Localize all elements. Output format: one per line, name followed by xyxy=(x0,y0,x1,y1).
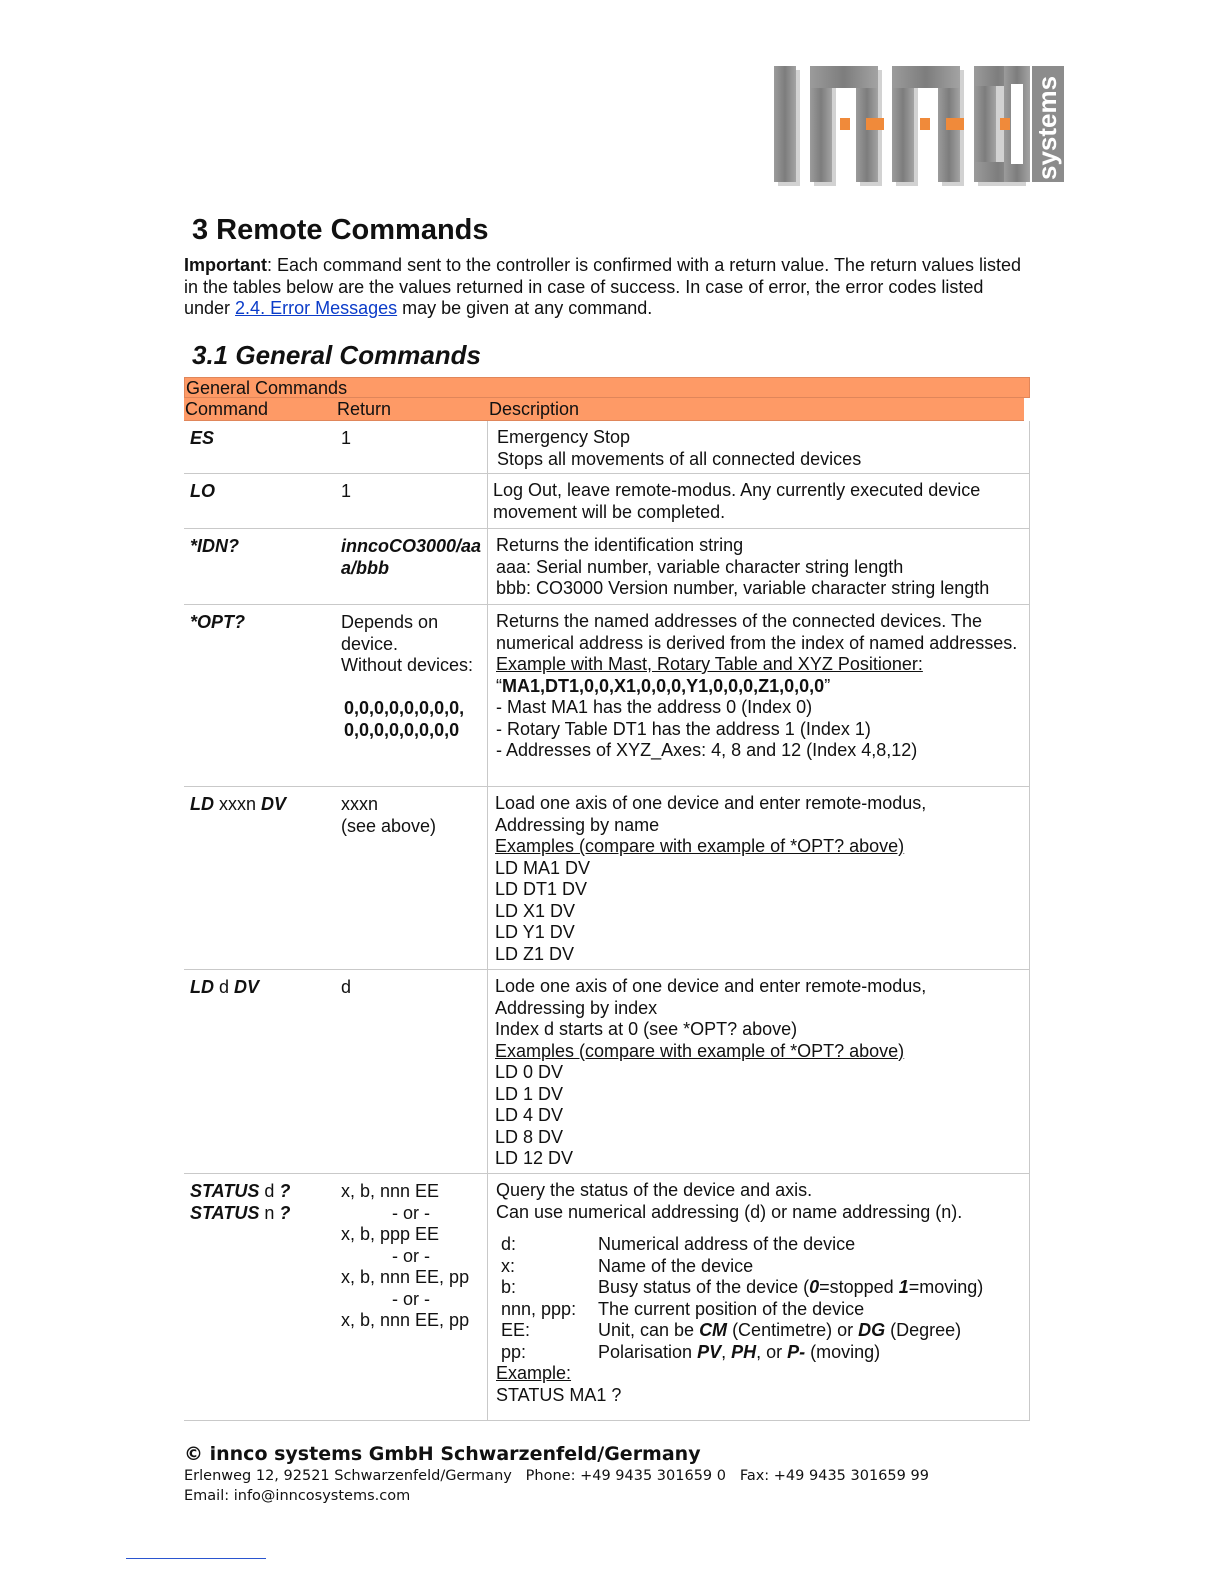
def-part: =stopped xyxy=(819,1277,899,1297)
ret-line: Depends on xyxy=(341,612,439,632)
def-part: Busy status of the device ( xyxy=(598,1277,810,1297)
desc-line: Can use numerical addressing (d) or name addressing (n). xyxy=(496,1201,963,1222)
cmd-idn: *IDN? xyxy=(190,536,239,556)
cmd-part: LD xyxy=(190,794,214,814)
def-part: 0 xyxy=(809,1277,820,1297)
footnote-separator xyxy=(126,1558,266,1559)
table-row-es xyxy=(184,421,1030,474)
table-caption: General Commands xyxy=(184,377,1030,398)
def-row xyxy=(496,1299,1029,1321)
def-part: , or xyxy=(756,1341,788,1362)
status-definitions xyxy=(496,1234,1029,1363)
ret-opt xyxy=(341,612,486,741)
desc-line xyxy=(496,676,1029,698)
logo-sub-text: systems xyxy=(1032,75,1062,180)
ret-line: x, b, nnn EE xyxy=(341,1181,440,1201)
def-part: (moving) xyxy=(805,1341,881,1362)
ret-status xyxy=(341,1181,486,1332)
desc-line: Example with Mast, Rotary Table and XYZ Positioner: xyxy=(496,654,923,674)
header-command: Command xyxy=(185,399,269,419)
example-line: LD MA1 DV xyxy=(495,857,591,878)
def-part: Polarisation xyxy=(598,1341,698,1362)
def-key: x: xyxy=(501,1255,516,1276)
def-key: EE: xyxy=(501,1320,531,1340)
cmd-line xyxy=(190,1181,338,1203)
ret-line: x, b, ppp EE xyxy=(341,1224,440,1244)
example-line: STATUS MA1 ? xyxy=(496,1384,622,1405)
ret-line: 0,0,0,0,0,0,0,0 xyxy=(344,719,460,740)
example-line: LD 0 DV xyxy=(495,1062,564,1082)
ret-line: - or - xyxy=(392,1288,430,1309)
desc-line: bbb: CO3000 Version number, variable character string length xyxy=(496,578,990,598)
example-line: LD 4 DV xyxy=(495,1105,564,1125)
footer-company: © innco systems GmbH Schwarzenfeld/Germany xyxy=(184,1443,701,1465)
def-key: nnn, ppp: xyxy=(501,1298,577,1319)
cmd-opt: *OPT? xyxy=(190,612,246,632)
footer-email: Email: info@inncosystems.com xyxy=(184,1488,411,1504)
example-line: LD 8 DV xyxy=(495,1126,564,1147)
example-line: LD DT1 DV xyxy=(495,879,588,899)
desc-line: Load one axis of one device and enter remote-modus, xyxy=(495,793,927,813)
def-row xyxy=(496,1277,1029,1299)
example-label: Example: xyxy=(496,1363,572,1383)
desc-opt xyxy=(487,605,1030,786)
desc-ld-index xyxy=(487,970,1030,1173)
ret-line: - or - xyxy=(392,1245,430,1266)
desc-es xyxy=(487,421,1030,473)
desc-line: Stops all movements of all connected devices xyxy=(497,448,862,469)
example-line: LD Y1 DV xyxy=(495,922,575,942)
cmd-ld-index xyxy=(190,977,338,999)
table-row-idn xyxy=(184,529,1030,605)
cmd-part: xxxn xyxy=(214,794,262,814)
def-part: =moving) xyxy=(908,1277,984,1297)
def-row xyxy=(496,1234,1029,1256)
cmd-ld-name xyxy=(190,794,338,816)
cmd-lo: LO xyxy=(190,481,215,501)
desc-line: Emergency Stop xyxy=(497,427,631,447)
footer-address: Erlenweg 12, 92521 Schwarzenfeld/Germany Phone: +49 9435 301659 0 Fax: +49 9435 301659 99 xyxy=(184,1468,929,1484)
desc-line: Returns the named addresses of the connected devices. The numerical address is derived from the index of named addresses. xyxy=(496,611,1018,653)
ret-ld-index: d xyxy=(341,977,352,997)
example-line: LD Z1 DV xyxy=(495,943,575,964)
cmd-line xyxy=(190,1203,338,1225)
ret-line: x, b, nnn EE, pp xyxy=(341,1310,470,1330)
ret-line: Without devices: xyxy=(341,655,474,675)
desc-line: - Rotary Table DT1 has the address 1 (Index 1) xyxy=(496,718,871,739)
desc-line: Addressing by index xyxy=(495,997,658,1018)
cmd-part: ? xyxy=(279,1181,291,1201)
desc-line: Index d starts at 0 (see *OPT? above) xyxy=(495,1019,798,1039)
desc-line: - Addresses of XYZ_Axes: 4, 8 and 12 (Index 4,8,12) xyxy=(496,740,918,760)
def-part: (Degree) xyxy=(885,1320,962,1340)
cmd-part: STATUS xyxy=(190,1202,260,1223)
cmd-status xyxy=(190,1181,338,1224)
def-part: Unit, can be xyxy=(598,1320,700,1340)
def-part: , xyxy=(721,1341,732,1362)
cmd-part: n xyxy=(259,1202,280,1223)
intro-paragraph xyxy=(184,255,1034,320)
cmd-part: STATUS xyxy=(190,1181,260,1201)
ret-lo: 1 xyxy=(341,481,352,501)
example-line: LD 12 DV xyxy=(495,1148,574,1168)
ret-es: 1 xyxy=(341,428,352,448)
def-key: b: xyxy=(501,1277,517,1297)
def-value xyxy=(598,1320,961,1342)
desc-line: Examples (compare with example of *OPT? above) xyxy=(495,836,905,856)
desc-line: Examples (compare with example of *OPT? above) xyxy=(495,1040,905,1061)
desc-line: Lode one axis of one device and enter remote-modus, xyxy=(495,976,927,996)
example-line: LD 1 DV xyxy=(495,1083,564,1104)
def-value: The current position of the device xyxy=(598,1298,865,1319)
desc-lo xyxy=(487,474,1030,528)
table-row-status xyxy=(184,1174,1030,1421)
def-value: Name of the device xyxy=(598,1255,754,1276)
desc-line: Addressing by name xyxy=(495,814,660,835)
desc-ld-name xyxy=(487,787,1030,969)
footer xyxy=(184,1442,929,1506)
header-return: Return xyxy=(337,399,392,419)
ret-line: x, b, nnn EE, pp xyxy=(341,1267,470,1287)
table-row-opt xyxy=(184,605,1030,787)
quote: “ xyxy=(496,675,502,696)
def-part: DG xyxy=(858,1320,886,1340)
ret-line: - or - xyxy=(392,1202,430,1223)
desc-line: Returns the identification string xyxy=(496,535,744,555)
cmd-part: d xyxy=(214,977,235,997)
def-value xyxy=(598,1342,880,1364)
cmd-part: LD xyxy=(190,977,214,997)
quote: ” xyxy=(824,675,831,696)
desc-line: - Mast MA1 has the address 0 (Index 0) xyxy=(496,697,813,717)
error-messages-link[interactable]: 2.4. Error Messages xyxy=(235,298,398,318)
ret-line: 0,0,0,0,0,0,0,0, xyxy=(344,698,465,718)
cmd-part: ? xyxy=(279,1202,291,1223)
ret-ld-name xyxy=(341,794,486,837)
def-row xyxy=(496,1320,1029,1342)
def-key: d: xyxy=(501,1234,517,1254)
def-part: (Centimetre) or xyxy=(727,1320,859,1340)
def-value: Numerical address of the device xyxy=(598,1234,856,1254)
table-row-ld-name xyxy=(184,787,1030,970)
section-title: 3.1 General Commands xyxy=(192,340,481,370)
ret-idn: inncoCO3000/aaa/bbb xyxy=(341,536,482,578)
desc-status xyxy=(487,1174,1030,1420)
innco-logo xyxy=(770,62,1070,190)
intro-text-after: may be given at any command. xyxy=(397,298,653,318)
general-commands-table xyxy=(184,377,1030,1421)
def-part: CM xyxy=(699,1320,728,1340)
table-header xyxy=(184,398,1024,421)
def-part: P- xyxy=(787,1341,806,1362)
cmd-es: ES xyxy=(190,428,215,448)
example-line: LD X1 DV xyxy=(495,900,576,921)
def-part: PV xyxy=(697,1341,722,1362)
def-key: pp: xyxy=(501,1341,527,1362)
desc-line: Log Out, leave remote-modus. Any currently executed device movement will be completed. xyxy=(493,480,981,522)
ret-line: (see above) xyxy=(341,815,437,836)
cmd-part: d xyxy=(259,1181,280,1201)
table-row-lo xyxy=(184,474,1030,529)
def-row xyxy=(496,1256,1029,1278)
opt-example-string: MA1,DT1,0,0,X1,0,0,0,Y1,0,0,0,Z1,0,0,0 xyxy=(502,675,825,696)
desc-line: Query the status of the device and axis. xyxy=(496,1180,813,1200)
def-value xyxy=(598,1277,983,1299)
cmd-part: DV xyxy=(234,977,260,997)
def-part: PH xyxy=(731,1341,757,1362)
desc-line: aaa: Serial number, variable character string length xyxy=(496,556,904,577)
cmd-part: DV xyxy=(261,794,287,814)
intro-text: : Each command sent to the controller is confirmed with a return value. The return values listed in the tables below are the values returned in case of success. In case of error, the error codes listed under xyxy=(184,255,1022,318)
intro-lead: Important xyxy=(184,255,267,275)
desc-idn xyxy=(487,529,1030,604)
def-row xyxy=(496,1342,1029,1364)
page-title: 3 Remote Commands xyxy=(192,214,489,246)
ret-line: xxxn xyxy=(341,794,379,814)
header-description: Description xyxy=(489,399,580,419)
def-part: 1 xyxy=(898,1277,909,1297)
ret-line: device. xyxy=(341,633,399,654)
table-row-ld-index xyxy=(184,970,1030,1174)
